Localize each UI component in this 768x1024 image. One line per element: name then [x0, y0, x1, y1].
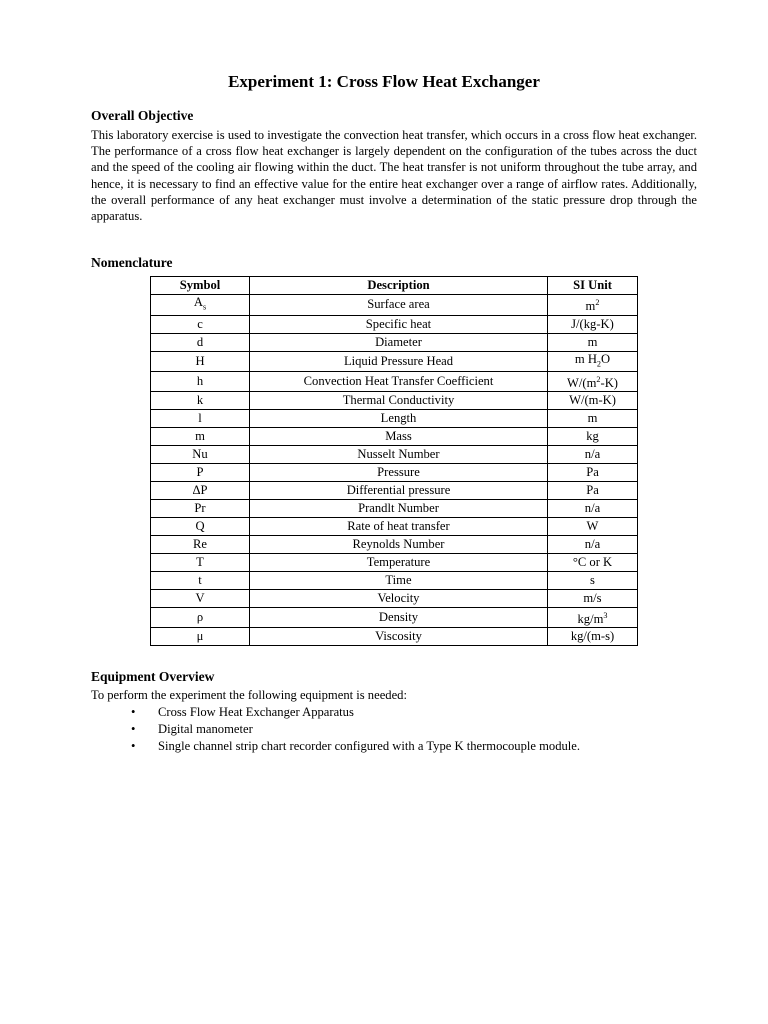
bullet-icon: • [131, 705, 136, 719]
description-cell: Rate of heat transfer [250, 518, 548, 536]
page-title: Experiment 1: Cross Flow Heat Exchanger [228, 72, 540, 91]
equipment-list [91, 704, 580, 755]
symbol-cell: m [151, 428, 250, 446]
unit-cell: Pa [548, 464, 638, 482]
objective-heading: Overall Objective [91, 108, 194, 123]
unit-cell: n/a [548, 500, 638, 518]
symbol-cell: Re [151, 536, 250, 554]
description-cell: Temperature [250, 554, 548, 572]
table-row [151, 608, 638, 628]
unit-cell: °C or K [548, 554, 638, 572]
description-cell: Pressure [250, 464, 548, 482]
description-cell: Thermal Conductivity [250, 392, 548, 410]
unit-cell: m [548, 333, 638, 351]
symbol-cell: d [151, 333, 250, 351]
table-row [151, 446, 638, 464]
table-header-row [151, 277, 638, 295]
symbol-cell: c [151, 315, 250, 333]
unit-cell: kg [548, 428, 638, 446]
symbol-cell: Pr [151, 500, 250, 518]
description-cell: Prandlt Number [250, 500, 548, 518]
unit-cell: Pa [548, 482, 638, 500]
list-item: • Cross Flow Heat Exchanger Apparatus [131, 705, 354, 719]
table-row [151, 500, 638, 518]
description-cell: Specific heat [250, 315, 548, 333]
table-row [151, 536, 638, 554]
description-cell: Viscosity [250, 628, 548, 646]
table-row [151, 392, 638, 410]
symbol-cell: μ [151, 628, 250, 646]
description-cell: Liquid Pressure Head [250, 351, 548, 372]
unit-cell: n/a [548, 446, 638, 464]
symbol-cell: V [151, 590, 250, 608]
unit-cell: J/(kg-K) [548, 315, 638, 333]
table-row [151, 464, 638, 482]
description-cell: Velocity [250, 590, 548, 608]
unit-cell: m/s [548, 590, 638, 608]
table-row [151, 372, 638, 392]
description-cell: Reynolds Number [250, 536, 548, 554]
description-cell: Density [250, 608, 548, 628]
unit-cell: kg/(m-s) [548, 628, 638, 646]
unit-cell: m $H_2O$ [548, 351, 638, 372]
table-row [151, 410, 638, 428]
equipment-heading: Equipment Overview [91, 669, 215, 684]
table-row [151, 351, 638, 372]
table-row [151, 428, 638, 446]
unit-cell: n/a [548, 536, 638, 554]
table-row [151, 482, 638, 500]
symbol-cell: t [151, 572, 250, 590]
description-cell: Differential pressure [250, 482, 548, 500]
table-row [151, 554, 638, 572]
description-cell: Mass [250, 428, 548, 446]
table-row [151, 295, 638, 316]
bullet-icon: • [131, 722, 136, 736]
unit-cell: $kg/m^3$ [548, 608, 638, 628]
unit-cell: $m^2$ [548, 295, 638, 316]
description-cell: Diameter [250, 333, 548, 351]
unit-cell: $W/(m^2-K)$ [548, 372, 638, 392]
symbol-cell: l [151, 410, 250, 428]
list-item: • Single channel strip chart recorder configured with a Type K thermocouple module. [131, 739, 581, 753]
table-row [151, 572, 638, 590]
symbol-column-header: Symbol [151, 277, 250, 295]
symbol-cell: ΔP [151, 482, 250, 500]
symbol-cell: Q [151, 518, 250, 536]
table-row [151, 590, 638, 608]
symbol-cell: Nu [151, 446, 250, 464]
table-row [151, 518, 638, 536]
description-cell: Length [250, 410, 548, 428]
equipment-intro: To perform the experiment the following equipment is needed: [91, 688, 407, 702]
list-item: • Digital manometer [131, 722, 253, 736]
symbol-cell: k [151, 392, 250, 410]
unit-cell: s [548, 572, 638, 590]
description-cell: Convection Heat Transfer Coefficient [250, 372, 548, 392]
symbol-cell: P [151, 464, 250, 482]
description-cell: Nusselt Number [250, 446, 548, 464]
unit-cell: W/(m-K) [548, 392, 638, 410]
unit-column-header: SI Unit [548, 277, 638, 295]
symbol-cell: h [151, 372, 250, 392]
symbol-cell: $A_s$ [151, 295, 250, 316]
table-row [151, 333, 638, 351]
symbol-cell: H [151, 351, 250, 372]
symbol-cell: ρ [151, 608, 250, 628]
description-cell: Surface area [250, 295, 548, 316]
description-cell: Time [250, 572, 548, 590]
description-column-header: Description [250, 277, 548, 295]
table-row [151, 315, 638, 333]
bullet-icon: • [131, 739, 136, 753]
table-row [151, 628, 638, 646]
nomenclature-table [150, 276, 638, 646]
table-body [151, 295, 638, 646]
unit-cell: W [548, 518, 638, 536]
unit-cell: m [548, 410, 638, 428]
symbol-cell: T [151, 554, 250, 572]
nomenclature-heading: Nomenclature [91, 255, 173, 270]
objective-paragraph: This laboratory exercise is used to investigate the convection heat transfer, which occurs in a cross flow heat exchanger. The performance of a cross flow heat exchanger is largely dependent on the configuration of the tubes across the duct and the speed of the cooling air flowing within the duct. The heat transfer is not uniform throughout the tube array, and hence, it is necessary to find an effective value for the entire heat exchanger over a range of airflow rates. Additionally, the overall performance of any heat exchanger must involve a determination of the static pressure drop through the apparatus. [91, 128, 697, 224]
